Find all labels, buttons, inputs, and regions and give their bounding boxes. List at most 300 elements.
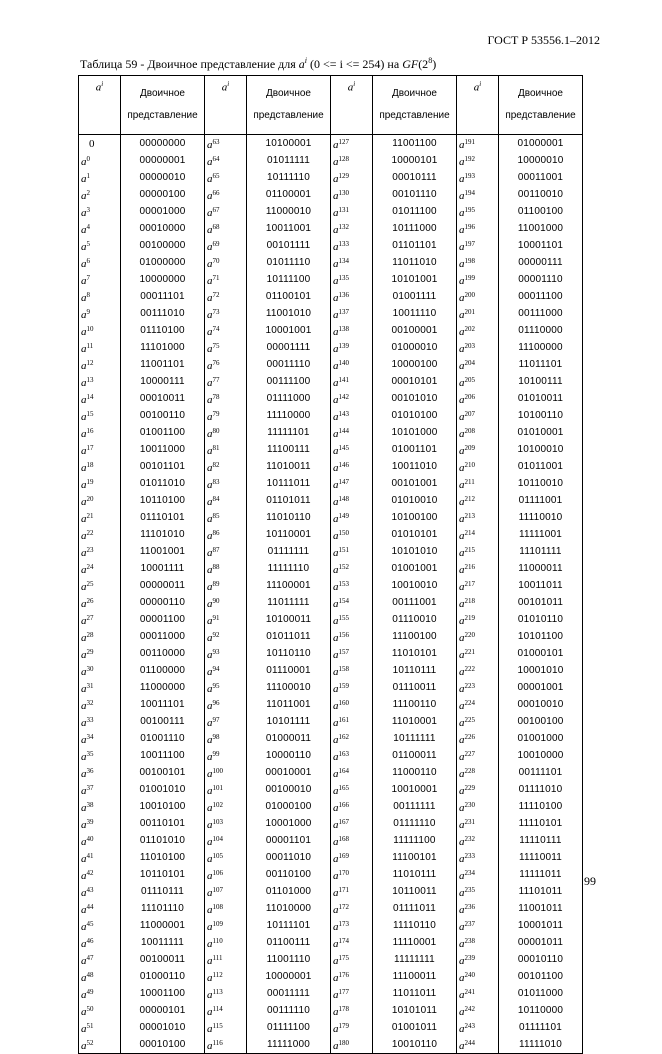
power-cell: $a^{155}$ xyxy=(331,611,373,628)
power-cell: $a^{219}$ xyxy=(457,611,499,628)
power-cell: $a^{10}$ xyxy=(79,322,121,339)
table-row xyxy=(79,628,583,645)
power-cell: $a^{153}$ xyxy=(331,577,373,594)
table-header-row xyxy=(79,76,583,135)
binary-cell: 11111011 xyxy=(499,866,583,883)
binary-cell: 11100000 xyxy=(499,339,583,356)
power-cell: $a^{143}$ xyxy=(331,407,373,424)
binary-cell: 01000010 xyxy=(373,339,457,356)
binary-cell: 01001001 xyxy=(373,560,457,577)
power-cell: $a^{20}$ xyxy=(79,492,121,509)
table-row xyxy=(79,152,583,169)
binary-cell: 01100111 xyxy=(247,934,331,951)
power-cell: $a^{146}$ xyxy=(331,458,373,475)
power-cell: $a^{94}$ xyxy=(205,662,247,679)
power-cell: $a^{169}$ xyxy=(331,849,373,866)
power-cell: $a^{66}$ xyxy=(205,186,247,203)
binary-cell: 11000011 xyxy=(499,560,583,577)
power-cell: $a^{74}$ xyxy=(205,322,247,339)
power-cell: $a^{38}$ xyxy=(79,798,121,815)
binary-cell: 00101011 xyxy=(499,594,583,611)
binary-cell: 11011101 xyxy=(499,356,583,373)
power-cell: $a^{134}$ xyxy=(331,254,373,271)
binary-cell: 11010011 xyxy=(247,458,331,475)
binary-cell: 00010111 xyxy=(373,169,457,186)
binary-cell: 11111100 xyxy=(373,832,457,849)
power-cell: $a^{223}$ xyxy=(457,679,499,696)
power-cell: $a^{204}$ xyxy=(457,356,499,373)
power-cell: $a^{130}$ xyxy=(331,186,373,203)
power-cell: $a^{76}$ xyxy=(205,356,247,373)
power-cell: $a^{162}$ xyxy=(331,730,373,747)
binary-cell: 11100010 xyxy=(247,679,331,696)
binary-cell: 11101011 xyxy=(499,883,583,900)
binary-cell: 00001011 xyxy=(499,934,583,951)
power-cell: $a^{131}$ xyxy=(331,203,373,220)
power-cell: $a^{218}$ xyxy=(457,594,499,611)
power-cell: $a^{21}$ xyxy=(79,509,121,526)
binary-cell: 00100111 xyxy=(121,713,205,730)
power-cell: $a^{29}$ xyxy=(79,645,121,662)
table-row xyxy=(79,169,583,186)
binary-cell: 10110011 xyxy=(373,883,457,900)
power-cell: $a^{238}$ xyxy=(457,934,499,951)
table-row xyxy=(79,560,583,577)
binary-cell: 10101001 xyxy=(373,271,457,288)
power-cell: $a^{201}$ xyxy=(457,305,499,322)
binary-cell: 11110001 xyxy=(373,934,457,951)
power-cell: $a^{193}$ xyxy=(457,169,499,186)
binary-cell: 11010001 xyxy=(373,713,457,730)
binary-cell: 10101000 xyxy=(373,424,457,441)
binary-representation-table xyxy=(78,75,583,1054)
table-row xyxy=(79,713,583,730)
binary-cell: 00010100 xyxy=(121,1036,205,1054)
power-cell: $a^{90}$ xyxy=(205,594,247,611)
binary-cell: 00110100 xyxy=(247,866,331,883)
power-cell: $a^{128}$ xyxy=(331,152,373,169)
power-cell: $a^{163}$ xyxy=(331,747,373,764)
binary-cell: 00111110 xyxy=(247,1002,331,1019)
table-caption xyxy=(80,56,436,72)
power-cell: $a^{196}$ xyxy=(457,220,499,237)
table-row xyxy=(79,594,583,611)
binary-cell: 11111101 xyxy=(247,424,331,441)
power-cell: $a^{141}$ xyxy=(331,373,373,390)
power-cell: $a^{233}$ xyxy=(457,849,499,866)
power-cell: $a^{41}$ xyxy=(79,849,121,866)
power-cell: $a^{140}$ xyxy=(331,356,373,373)
table-row xyxy=(79,271,583,288)
power-cell: $a^{167}$ xyxy=(331,815,373,832)
binary-cell: 11001100 xyxy=(373,135,457,153)
power-cell: $a^{25}$ xyxy=(79,577,121,594)
binary-cell: 01100000 xyxy=(121,662,205,679)
power-cell: $a^{145}$ xyxy=(331,441,373,458)
binary-cell: 00010001 xyxy=(247,764,331,781)
binary-cell: 11001110 xyxy=(247,951,331,968)
power-cell: $a^8$ xyxy=(79,288,121,305)
binary-cell: 11010110 xyxy=(247,509,331,526)
power-cell: $a^{150}$ xyxy=(331,526,373,543)
power-cell: $a^{72}$ xyxy=(205,288,247,305)
power-cell: $a^{85}$ xyxy=(205,509,247,526)
binary-cell: 11111001 xyxy=(499,526,583,543)
binary-cell: 00010011 xyxy=(121,390,205,407)
power-cell: $a^{108}$ xyxy=(205,900,247,917)
binary-cell: 01011011 xyxy=(247,628,331,645)
binary-cell: 01111110 xyxy=(373,815,457,832)
table-row xyxy=(79,458,583,475)
binary-cell: 00000111 xyxy=(499,254,583,271)
binary-cell: 01100001 xyxy=(247,186,331,203)
binary-cell: 11000000 xyxy=(121,679,205,696)
binary-cell: 10011111 xyxy=(121,934,205,951)
binary-cell: 00100010 xyxy=(247,781,331,798)
binary-cell: 10010010 xyxy=(373,577,457,594)
power-cell: $a^{84}$ xyxy=(205,492,247,509)
power-cell: $a^{176}$ xyxy=(331,968,373,985)
binary-cell: 01111010 xyxy=(499,781,583,798)
binary-cell: 01100101 xyxy=(247,288,331,305)
table-row xyxy=(79,611,583,628)
power-cell: $a^{75}$ xyxy=(205,339,247,356)
power-cell: $a^{149}$ xyxy=(331,509,373,526)
power-cell: $a^{178}$ xyxy=(331,1002,373,1019)
power-cell: $a^{73}$ xyxy=(205,305,247,322)
binary-cell: 11100001 xyxy=(247,577,331,594)
power-cell: $a^{15}$ xyxy=(79,407,121,424)
binary-cell: 01110011 xyxy=(373,679,457,696)
binary-cell: 00111010 xyxy=(121,305,205,322)
power-cell: $a^{102}$ xyxy=(205,798,247,815)
power-cell: $a^6$ xyxy=(79,254,121,271)
table-row xyxy=(79,917,583,934)
binary-cell: 11111110 xyxy=(247,560,331,577)
power-cell: $a^{35}$ xyxy=(79,747,121,764)
binary-cell: 11001001 xyxy=(121,543,205,560)
power-cell: $a^{132}$ xyxy=(331,220,373,237)
power-cell: $a^{110}$ xyxy=(205,934,247,951)
table-row xyxy=(79,900,583,917)
binary-cell: 01001010 xyxy=(121,781,205,798)
header-binary-2: Двоичное представление xyxy=(247,76,331,135)
binary-cell: 00001110 xyxy=(499,271,583,288)
binary-cell: 01111001 xyxy=(499,492,583,509)
binary-cell: 01011001 xyxy=(499,458,583,475)
power-cell: $a^{97}$ xyxy=(205,713,247,730)
table-row xyxy=(79,577,583,594)
power-cell: $a^{206}$ xyxy=(457,390,499,407)
binary-cell: 01010011 xyxy=(499,390,583,407)
power-cell: $a^{208}$ xyxy=(457,424,499,441)
binary-cell: 00110101 xyxy=(121,815,205,832)
binary-cell: 00110010 xyxy=(499,186,583,203)
binary-cell: 11101010 xyxy=(121,526,205,543)
binary-cell: 11001010 xyxy=(247,305,331,322)
binary-cell: 11111111 xyxy=(373,951,457,968)
table-row xyxy=(79,747,583,764)
power-cell: $a^{95}$ xyxy=(205,679,247,696)
table-row xyxy=(79,322,583,339)
table-row xyxy=(79,424,583,441)
table-row xyxy=(79,883,583,900)
power-cell: $a^{166}$ xyxy=(331,798,373,815)
binary-cell: 10000001 xyxy=(247,968,331,985)
standard-header: ГОСТ Р 53556.1–2012 xyxy=(487,33,600,47)
binary-cell: 00001111 xyxy=(247,339,331,356)
power-cell: $a^{99}$ xyxy=(205,747,247,764)
table-row xyxy=(79,1036,583,1054)
power-cell: $a^{224}$ xyxy=(457,696,499,713)
caption-prefix: Таблица 59 - Двоичное представление для xyxy=(80,57,296,71)
binary-cell: 00100110 xyxy=(121,407,205,424)
power-cell: $a^{137}$ xyxy=(331,305,373,322)
binary-cell: 00011000 xyxy=(121,628,205,645)
table-row xyxy=(79,135,583,153)
power-cell: $a^{28}$ xyxy=(79,628,121,645)
page-number: 99 xyxy=(584,874,596,888)
table-row xyxy=(79,951,583,968)
binary-cell: 00111000 xyxy=(499,305,583,322)
binary-cell: 00101110 xyxy=(373,186,457,203)
binary-cell: 00011001 xyxy=(499,169,583,186)
power-cell: $a^{65}$ xyxy=(205,169,247,186)
power-cell: $a^{40}$ xyxy=(79,832,121,849)
binary-cell: 10100110 xyxy=(499,407,583,424)
power-cell: $a^{222}$ xyxy=(457,662,499,679)
power-cell: $a^{225}$ xyxy=(457,713,499,730)
binary-cell: 10110110 xyxy=(247,645,331,662)
binary-cell: 00111101 xyxy=(499,764,583,781)
binary-cell: 11011001 xyxy=(247,696,331,713)
binary-cell: 10110010 xyxy=(499,475,583,492)
table-row xyxy=(79,526,583,543)
binary-cell: 10001000 xyxy=(247,815,331,832)
binary-cell: 01111111 xyxy=(247,543,331,560)
binary-cell: 10110000 xyxy=(499,1002,583,1019)
binary-cell: 11011010 xyxy=(373,254,457,271)
binary-cell: 00110000 xyxy=(121,645,205,662)
power-cell: $a^{177}$ xyxy=(331,985,373,1002)
power-cell: $a^{157}$ xyxy=(331,645,373,662)
power-cell: $a^{83}$ xyxy=(205,475,247,492)
binary-cell: 10001001 xyxy=(247,322,331,339)
power-cell: $a^{232}$ xyxy=(457,832,499,849)
power-cell: $a^{228}$ xyxy=(457,764,499,781)
power-cell: $a^{152}$ xyxy=(331,560,373,577)
power-cell: $a^{205}$ xyxy=(457,373,499,390)
binary-cell: 10001111 xyxy=(121,560,205,577)
power-cell: $a^{239}$ xyxy=(457,951,499,968)
table-row xyxy=(79,866,583,883)
power-cell: $a^{195}$ xyxy=(457,203,499,220)
header-binary-3: Двоичное представление xyxy=(373,76,457,135)
caption-symbol-sup: i xyxy=(304,56,308,65)
power-cell: $a^{116}$ xyxy=(205,1036,247,1054)
binary-cell: 01100011 xyxy=(373,747,457,764)
binary-cell: 11010100 xyxy=(121,849,205,866)
power-cell: $a^1$ xyxy=(79,169,121,186)
binary-cell: 00011010 xyxy=(247,849,331,866)
power-cell: $a^{31}$ xyxy=(79,679,121,696)
power-cell: $a^{63}$ xyxy=(205,135,247,153)
caption-field: GF xyxy=(402,57,419,71)
power-cell: $a^{211}$ xyxy=(457,475,499,492)
table-row xyxy=(79,1019,583,1036)
caption-range: (0 <= i <= 254) на xyxy=(310,57,400,71)
binary-cell: 00011101 xyxy=(121,288,205,305)
table-row xyxy=(79,186,583,203)
power-cell: $a^{81}$ xyxy=(205,441,247,458)
table-row xyxy=(79,730,583,747)
binary-cell: 11000001 xyxy=(121,917,205,934)
power-cell: $a^{52}$ xyxy=(79,1036,121,1054)
power-cell: $a^{241}$ xyxy=(457,985,499,1002)
binary-cell: 00010010 xyxy=(499,696,583,713)
binary-cell: 11101000 xyxy=(121,339,205,356)
binary-cell: 10011011 xyxy=(499,577,583,594)
binary-cell: 11101111 xyxy=(499,543,583,560)
power-cell: $a^{139}$ xyxy=(331,339,373,356)
power-cell: $a^7$ xyxy=(79,271,121,288)
power-cell: $a^{71}$ xyxy=(205,271,247,288)
power-cell: $a^{27}$ xyxy=(79,611,121,628)
power-cell: $a^{191}$ xyxy=(457,135,499,153)
table-row xyxy=(79,220,583,237)
binary-cell: 10010110 xyxy=(373,1036,457,1054)
power-cell: $a^{30}$ xyxy=(79,662,121,679)
power-cell: $a^{175}$ xyxy=(331,951,373,968)
power-cell: $a^{112}$ xyxy=(205,968,247,985)
power-cell: $a^{43}$ xyxy=(79,883,121,900)
power-cell: $a^{174}$ xyxy=(331,934,373,951)
power-cell: $a^{234}$ xyxy=(457,866,499,883)
power-cell: $a^{230}$ xyxy=(457,798,499,815)
power-cell: $a^{89}$ xyxy=(205,577,247,594)
binary-cell: 01110100 xyxy=(121,322,205,339)
binary-cell: 10100010 xyxy=(499,441,583,458)
binary-cell: 01001011 xyxy=(373,1019,457,1036)
power-cell: $a^{203}$ xyxy=(457,339,499,356)
binary-cell: 11011011 xyxy=(373,985,457,1002)
table-row xyxy=(79,203,583,220)
binary-cell: 01110101 xyxy=(121,509,205,526)
caption-field-close: ) xyxy=(432,57,437,71)
table-row xyxy=(79,934,583,951)
binary-cell: 10110100 xyxy=(121,492,205,509)
binary-cell: 10000100 xyxy=(373,356,457,373)
table-row xyxy=(79,475,583,492)
power-cell: $a^{115}$ xyxy=(205,1019,247,1036)
power-cell: $a^{46}$ xyxy=(79,934,121,951)
power-cell: $a^{213}$ xyxy=(457,509,499,526)
binary-cell: 10110101 xyxy=(121,866,205,883)
power-cell: $a^{244}$ xyxy=(457,1036,499,1054)
power-cell: $a^{82}$ xyxy=(205,458,247,475)
binary-cell: 01101000 xyxy=(247,883,331,900)
binary-cell: 10101100 xyxy=(499,628,583,645)
binary-cell: 01010001 xyxy=(499,424,583,441)
power-cell: $a^{170}$ xyxy=(331,866,373,883)
header-binary-1: Двоичное представление xyxy=(121,76,205,135)
binary-cell: 01011000 xyxy=(499,985,583,1002)
power-cell: $a^{148}$ xyxy=(331,492,373,509)
binary-cell: 10000101 xyxy=(373,152,457,169)
binary-cell: 10001011 xyxy=(499,917,583,934)
power-cell: $a^{129}$ xyxy=(331,169,373,186)
power-cell: $a^4$ xyxy=(79,220,121,237)
power-cell: $a^{93}$ xyxy=(205,645,247,662)
binary-cell: 00101100 xyxy=(499,968,583,985)
binary-cell: 10100011 xyxy=(247,611,331,628)
power-cell: $a^{114}$ xyxy=(205,1002,247,1019)
power-cell: $a^{210}$ xyxy=(457,458,499,475)
binary-cell: 11000110 xyxy=(373,764,457,781)
binary-cell: 00100101 xyxy=(121,764,205,781)
binary-cell: 11100101 xyxy=(373,849,457,866)
power-cell: $a^{231}$ xyxy=(457,815,499,832)
binary-cell: 11100110 xyxy=(373,696,457,713)
binary-cell: 10001100 xyxy=(121,985,205,1002)
table-body xyxy=(79,135,583,1054)
table-row xyxy=(79,849,583,866)
table-row xyxy=(79,815,583,832)
table-row xyxy=(79,1002,583,1019)
power-cell: $a^2$ xyxy=(79,186,121,203)
binary-cell: 11011111 xyxy=(247,594,331,611)
power-cell: $a^{215}$ xyxy=(457,543,499,560)
power-cell: $a^{161}$ xyxy=(331,713,373,730)
binary-cell: 00010000 xyxy=(121,220,205,237)
binary-cell: 01110111 xyxy=(121,883,205,900)
caption-symbol: a xyxy=(298,57,305,71)
power-cell: $a^{101}$ xyxy=(205,781,247,798)
table-row xyxy=(79,373,583,390)
binary-cell: 10101111 xyxy=(247,713,331,730)
table-row xyxy=(79,781,583,798)
power-cell: $a^{217}$ xyxy=(457,577,499,594)
binary-cell: 00010101 xyxy=(373,373,457,390)
table-row xyxy=(79,305,583,322)
binary-cell: 00101101 xyxy=(121,458,205,475)
header-power-3: $a^i$ xyxy=(331,76,373,135)
power-cell: $a^5$ xyxy=(79,237,121,254)
binary-cell: 01000101 xyxy=(499,645,583,662)
power-cell: $a^{237}$ xyxy=(457,917,499,934)
power-cell: $a^{105}$ xyxy=(205,849,247,866)
binary-cell: 01011010 xyxy=(121,475,205,492)
binary-cell: 01110000 xyxy=(499,322,583,339)
binary-cell: 10000000 xyxy=(121,271,205,288)
binary-cell: 10111101 xyxy=(247,917,331,934)
power-cell: $a^{86}$ xyxy=(205,526,247,543)
power-cell: $a^{227}$ xyxy=(457,747,499,764)
table-row xyxy=(79,832,583,849)
binary-cell: 00111111 xyxy=(373,798,457,815)
binary-cell: 00000100 xyxy=(121,186,205,203)
binary-cell: 00101010 xyxy=(373,390,457,407)
table-row xyxy=(79,798,583,815)
binary-cell: 01110001 xyxy=(247,662,331,679)
power-cell: $a^{37}$ xyxy=(79,781,121,798)
binary-cell: 01010100 xyxy=(373,407,457,424)
power-cell: $a^{220}$ xyxy=(457,628,499,645)
binary-cell: 11010000 xyxy=(247,900,331,917)
power-cell: $a^{50}$ xyxy=(79,1002,121,1019)
binary-cell: 10011100 xyxy=(121,747,205,764)
power-cell: $a^{45}$ xyxy=(79,917,121,934)
